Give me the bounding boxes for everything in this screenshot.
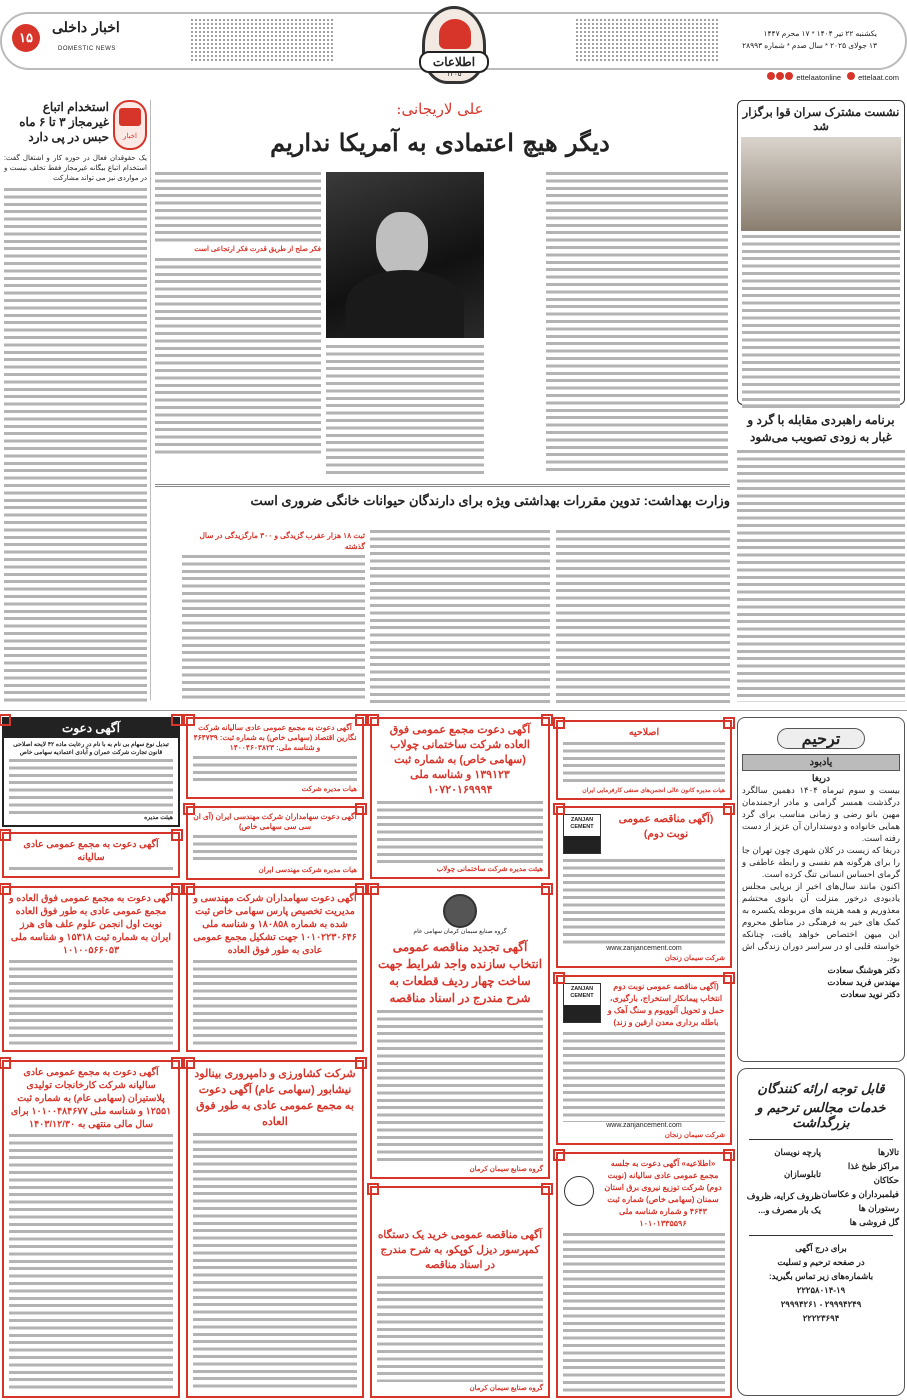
ad-signature: شرکت سیمان زنجان [664,1132,725,1139]
article-kicker: علی لاریجانی: [396,100,484,118]
services-list [743,1145,821,1229]
obituary-subtitle: یادبود [742,754,900,771]
phone-number: ۲۲۲۵۸۰۱۴-۱۹ [796,1285,846,1295]
ad-body-text [193,835,357,864]
ad-body-text [9,1134,173,1392]
ad-title: آگهی دعوت به مجمع عمومی عادی سالیانه شرکت کارخانجات تولیدی پلاستیران (سهامی عام) به شماره ثبت ۱۲۵۵۱ و شناسه ملی ۱۰۱۰۰۴۸۴۶۷۷ برای سال مالی منتهی به ۱۴۰۳/۱۲/۳۰ [10,1067,172,1130]
ad-correction [556,720,732,800]
phone-number: ۲۲۲۲۳۶۹۴ [802,1313,840,1323]
meeting-body-text [742,235,900,410]
obituary-paragraph: اکنون مانند سال‌های اخیر از برپایی مجلس یادبودی درخور منزلت آن بانوی محتشم معذوریم و همه هزینه های مربوطه یکسره به کمک های خیر به فرهنگی در مناطق محروم این میهن اختصاص خواهد یافت، چنانکه خواسته قلبی او در سراسر دوران زندگی اش بود. [742,881,900,963]
logo-name: اطلاعات [419,51,489,73]
ad-semnan-power [556,1152,732,1398]
date-line: یکشنبه ۲۲ تیر ۱۴۰۴ * ۱۷ محرم ۱۴۴۷ [763,29,877,38]
obituary-signer: مهندس فرید سعادت [827,977,900,987]
ad-body-text [9,960,173,1046]
website-link[interactable]: ettelaat.com [858,73,899,82]
ad-title: آگهی دعوت سهامداران شرکت مهندسی و مدیریت تخصیص پارس سهامی خاص ثبت شده به شماره ۱۸۰۸۵۸ و شناسه ملی ۱۰۱۰۲۲۳۰۶۴۶ جهت تشکیل مجمع عمومی عادی به طور فوق العاده [193,893,357,956]
ad-subtitle: تبدیل نوع سهام بی نام به با نام در رعایت ماده ۴۲ لایحه اصلاحی قانون تجارت شرکت عمران و آبادی اعتمادیه سهامی خاص [13,742,169,756]
ad-title: شرکت کشاورزی و دامپروری بینالود نیشابور (سهامی عام) آگهی دعوت به مجمع عمومی عادی به طور فوق العاده [194,1068,356,1128]
service-item: فیلمبرداران و عکاسان [821,1189,899,1199]
section-title-en: DOMESTIC NEWS [58,46,116,52]
web-icon [847,72,855,80]
service-item: تابلوسازان [784,1169,821,1179]
ad-title: اصلاحیه [628,727,660,738]
ad-title: آگهی دعوت به مجمع عمومی فوق العاده و مجمع عمومی عادی به طور فوق العاده نوبت اول انجمن علوم علف های هرز ایران به شماره ثبت ۱۵۳۱۸ و شناسه ملی ۱۰۱۰۰۵۶۶۰۵۳ [9,893,173,956]
ad-zanjan-tender [556,806,732,968]
zanjan-cement-logo: ZANJAN CEMENT [563,983,601,1023]
zanjan-cement-logo: ZANJAN CEMENT [563,814,601,854]
ad-body-text [377,801,543,863]
health-body-text [182,555,365,703]
obituary-box [737,717,905,1062]
logo-year: ۱۳۰۵ [446,71,462,78]
news-badge [113,100,147,150]
obituary-paragraph: دریغا که زیست در کلان شهری چون تهران جا را برای هرگونه هم نفسی و رابطه عاطفی و گرمای احساس انسانی تنگ کرده است. [742,845,900,879]
article-body-text [546,172,728,475]
obituary-paragraph: بیست و سوم تیرماه ۱۴۰۴ دهمین سالگرد درگذشت همسر گرامی و مادر ارجمندمان مهین بانو رضی و زمانی مناسب برای گرد همایی خانواده و دوستداران آن عزیز از دست رفته است. [742,785,900,843]
ad-body-text [563,859,725,945]
services-title: خدمات مجالس ترحیم و بزرگداشت [756,1101,886,1131]
health-headline: وزارت بهداشت: تدوین مقررات بهداشتی ویژه برای دارندگان حیوانات خانگی ضروری است [250,493,730,508]
ad-body-text [193,1133,357,1392]
service-item: پارچه نویسان [774,1147,821,1157]
ad-signature: گروه صنایع سیمان کرمان [469,1385,543,1392]
contact-text: برای درج آگهی [795,1243,847,1253]
ad-body-text [9,759,173,814]
ad-signature: گروه صنایع سیمان کرمان [469,1166,543,1173]
ad-kerman-tender [370,886,550,1179]
dust-article [737,412,905,702]
ad-negarin [186,717,364,799]
sidebar-lead: یک حقوقدان فعال در حوزه کار و اشتغال گفت: استخدام اتباع بیگانه غیرمجاز فقط تخلف نیست و در مواردی نیز می تواند مشارکت [4,155,147,182]
ad-cholab [370,717,550,879]
heads-meeting-box [737,100,905,405]
ad-url[interactable]: www.zanjancement.com [606,1122,682,1129]
contact-text: در صفحه ترحیم و تسلیت [777,1257,865,1267]
ad-title: آگهی مناقصه عمومی خرید یک دستگاه کمپرسور دیزل کوپکو، به شرح مندرج در اسناد مناقصه [377,1229,543,1271]
article-subhead: فکر صلح از طریق قدرت فکر ارتجاعی است [194,246,321,253]
section-divider [155,484,730,487]
article-headline: دیگر هیچ اعتمادی به آمریکا نداریم [270,128,610,157]
article-left-column [155,172,321,458]
issue-date [742,28,877,52]
page-number: ۱۵ [12,24,40,52]
logo-figure-icon [439,19,471,49]
services-title: قابل توجه ارائه کنندگان [757,1082,885,1097]
ad-title: آگهی دعوت به مجمع عمومی عادی سالیانه [23,839,159,863]
kerman-cement-logo [443,894,477,928]
health-subhead: ثبت ۱۸ هزار عقرب گزیدگی و ۳۰۰ مارگزیدگی در سال گذشته [199,531,365,551]
ad-signature: هیات مدیره شرکت مهندسی ایران [258,867,357,874]
issue-number-line: ۱۳ جولای ۲۰۲۵ * سال صدم * شماره ۲۸۹۹۳ [742,41,877,50]
service-item: مراکز طبخ غذا [847,1161,899,1171]
health-left-column [182,530,365,703]
dust-body-text [737,450,905,702]
ad-zanjan-mining [556,975,732,1145]
dust-headline: برنامه راهبردی مقابله با گرد و غبار به زودی تصویب می‌شود [747,413,895,444]
ad-body-text [193,756,357,783]
ad-body-text [9,867,173,872]
power-company-logo [564,1176,594,1206]
ad-body-text [563,742,725,785]
health-body-text [370,530,550,703]
obituary-title: ترحیم [777,728,865,749]
obituary-signer: دکتر نوید سعادت [840,989,900,999]
ad-signature: هیئت مدیره [144,815,173,821]
ad-body-text [563,1032,725,1122]
social-links [767,72,899,82]
service-item: حکاکان [873,1175,899,1185]
service-item: گل فروشی ها [849,1217,899,1227]
ad-invitation [2,717,180,827]
article-body-text [155,258,321,458]
ad-title: آگهی دعوت [4,719,178,738]
ad-title: آگهی دعوت مجمع عمومی فوق العاده شرکت ساختمانی چولاب (سهامی خاص) به شماره ثبت ۱۳۹۱۲۳ و شناسه ملی ۱۰۷۲۰۱۶۹۹۹۴ [389,724,531,796]
ad-pars-engineering [186,886,364,1052]
masthead-pattern [190,18,335,62]
megaphone-icon [119,108,141,126]
article-body-text [155,172,321,242]
ad-url[interactable]: www.zanjancement.com [606,945,682,952]
ad-body-text [563,1233,725,1392]
sidebar-headline: استخدام اتباع غیرمجاز ۳ تا ۶ ماه حبس در پی دارد [19,100,109,144]
ad-title: (آگهی مناقصه عمومی نوبت دوم) [618,813,714,840]
ad-title: آگهی دعوت سهامداران شرکت مهندسی ایران (آی ان سی سی سهامی خاص) [193,812,357,831]
ad-kerman-compressor [370,1186,550,1398]
meeting-headline: نشست مشترک سران قوا برگزار شد [742,107,900,133]
ad-title: آگهی دعوت به مجمع عمومی عادی سالیانه شرکت نگارین اقتصاد (سهامی خاص) به شماره ثبت: ۴۶۴۷۳۹ و شناسه ملی: ۱۴۰۰۴۶۰۳۸۲۳ [193,723,357,752]
sidebar-body-text [4,188,147,702]
ad-signature: هیات مدیره کانون عالی انجمن‌های صنفی کارفرمایی ایران [582,788,725,794]
ads-divider [0,710,907,711]
ad-org: گروه صنایع سیمان کرمان سهامی عام [413,929,507,935]
phone-number: ۲۹۹۹۴۲۴۹ - ۲۹۹۹۴۲۶۱ [780,1299,862,1309]
ad-body-text [193,960,357,1046]
ad-title: (آگهی مناقصه عمومی نوبت دوم انتخاب پیمانکار استخراج، بارگیری، حمل و تحویل آلوویوم و سنگ آهک و باطله برداری معدن ارقین و زند) [607,982,725,1027]
twitter-icon [776,72,784,80]
health-body-text [556,530,730,703]
social-handle[interactable]: ettelaatonline [796,73,842,82]
masthead-pattern [575,18,720,62]
section-title: اخبار داخلی [52,20,120,36]
contact-text: باشماره‌های زیر تماس بگیرید: [768,1271,874,1281]
ad-title: «اطلاعیه» آگهی دعوت به جلسه مجمع عمومی عادی سالیانه (نوبت دوم) شرکت توزیع نیروی برق استان سمنان (سهامی خاص) شماره ثبت ۴۶۴۳ و شماره شناسه ملی ۱۰۱۰۱۳۳۵۵۹۶ [604,1159,722,1228]
services-ad [737,1068,905,1396]
ad-weed-science [2,886,180,1052]
ad-annual-meeting [2,832,180,878]
telegram-icon [767,72,775,80]
column-divider [150,100,151,700]
larijani-photo [326,172,484,338]
newspaper-logo [422,6,486,84]
sidebar-news [4,100,147,702]
meeting-photo [741,137,901,231]
service-item: رستوران ها [858,1203,899,1213]
badge-label: اخبار [123,133,137,140]
ad-body-text [377,1276,543,1382]
services-list [821,1145,899,1229]
ad-binalood [186,1060,364,1398]
ad-plastiran [2,1060,180,1398]
obituary-opening: دریغا [812,773,830,783]
ad-body-text [377,1010,543,1163]
obituary-signer: دکتر هوشنگ سعادت [827,965,900,975]
instagram-icon [785,72,793,80]
ad-signature: هیات مدیره شرکت [301,786,357,793]
ad-signature: شرکت سیمان زنجان [664,955,725,962]
ad-iran-engineering [186,806,364,880]
article-body-text [326,345,484,475]
service-item: ظروف کرایه، ظروف یک بار مصرف و... [746,1191,821,1215]
ad-signature: هیئت مدیره شرکت ساختمانی چولاب [436,866,543,873]
service-item: تالارها [878,1147,899,1157]
ad-title: آگهی تجدید مناقصه عمومی انتخاب سازنده واجد شرایط جهت ساخت چهار ردیف قطعات به شرح مندرج در اسناد مناقصه [377,940,543,1005]
